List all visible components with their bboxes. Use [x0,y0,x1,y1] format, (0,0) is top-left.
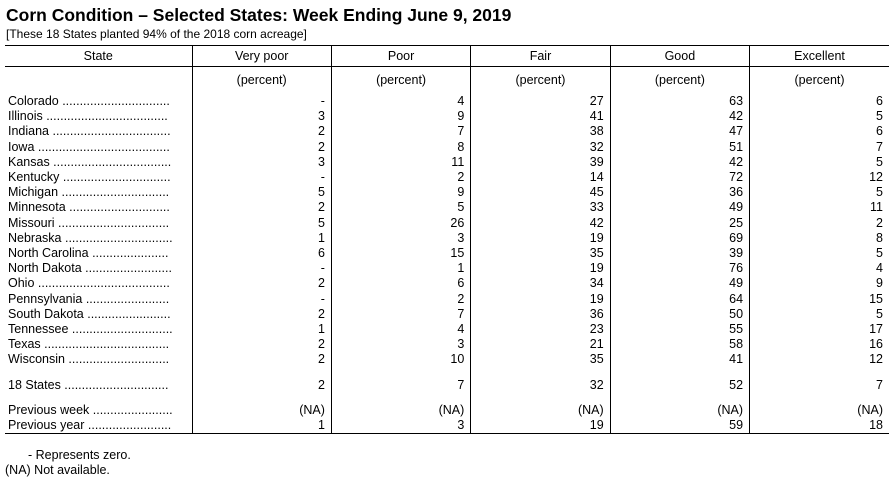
table-body [5,67,889,434]
spacer-cell [610,393,749,403]
value-cell: 2 [192,140,331,155]
value-cell: - [192,170,331,185]
state-row [5,124,889,139]
value-cell: 41 [471,109,610,124]
value-cell: 10 [331,352,470,367]
row-label: Colorado ............................... [8,94,170,108]
row-label: Kansas .................................. [8,154,172,169]
value-cell: 19 [471,261,610,276]
row-label: Missouri ................................ [8,215,170,230]
spacer-cell [5,393,192,403]
previous-year-row [5,418,889,434]
value-cell: 1 [192,418,331,434]
value-cell: 17 [750,322,889,337]
row-label: Iowa ...................................... [8,139,170,154]
spacer-cell [750,368,889,378]
previous-week-row [5,403,889,418]
state-row [5,155,889,170]
unit-cell: (percent) [471,67,610,95]
value-cell: 6 [750,94,889,109]
value-cell: 5 [331,200,470,215]
column-header-excellent: Excellent [750,46,889,67]
state-row [5,140,889,155]
unit-cell: (percent) [750,67,889,95]
corn-condition-table [5,45,889,434]
value-cell: (NA) [750,403,889,418]
value-cell: - [192,261,331,276]
state-row [5,261,889,276]
unit-cell-blank [5,67,192,95]
state-row [5,109,889,124]
value-cell: 69 [610,231,749,246]
value-cell: - [192,292,331,307]
value-cell: 4 [331,322,470,337]
value-cell: 58 [610,337,749,352]
state-row [5,185,889,200]
value-cell: 55 [610,322,749,337]
spacer-cell [192,368,331,378]
value-cell: 9 [331,109,470,124]
value-cell: 36 [471,307,610,322]
value-cell: 2 [192,307,331,322]
value-cell: 6 [331,276,470,291]
value-cell: 15 [750,292,889,307]
footnotes [5,448,131,478]
state-row [5,170,889,185]
row-label: North Carolina ...................... [8,246,169,261]
column-header-very-poor: Very poor [192,46,331,67]
unit-cell: (percent) [610,67,749,95]
value-cell: 7 [331,307,470,322]
spacer-row [5,368,889,378]
value-cell: 32 [471,378,610,393]
value-cell: 32 [471,140,610,155]
value-cell: 47 [610,124,749,139]
value-cell: (NA) [610,403,749,418]
row-label: Previous week ....................... [8,402,173,417]
value-cell: 19 [471,418,610,434]
value-cell: 23 [471,322,610,337]
value-cell: 4 [331,94,470,109]
value-cell: 63 [610,94,749,109]
row-label: North Dakota ......................... [8,261,172,276]
value-cell: 14 [471,170,610,185]
row-label: Pennsylvania ........................ [8,291,170,306]
spacer-cell [331,393,470,403]
row-label: Previous year ........................ [5,418,192,434]
row-label: Ohio ...................................... [8,276,170,291]
value-cell: 35 [471,352,610,367]
footnote-zero: - Represents zero. [28,448,131,462]
value-cell: 72 [610,170,749,185]
report-subtitle: [These 18 States planted 94% of the 2018 corn acreage] [6,27,307,41]
value-cell: 19 [471,231,610,246]
value-cell: 12 [750,352,889,367]
value-cell: 7 [331,378,470,393]
value-cell: 5 [750,185,889,200]
row-label: Nebraska ............................... [8,230,173,245]
state-row [5,337,889,352]
state-row [5,292,889,307]
row-label: Michigan ............................... [8,185,170,200]
value-cell: 41 [610,352,749,367]
row-label: South Dakota ........................ [8,306,171,321]
value-cell: 16 [750,337,889,352]
value-cell: 50 [610,307,749,322]
value-cell: 49 [610,200,749,215]
value-cell: (NA) [192,403,331,418]
value-cell: 76 [610,261,749,276]
row-label: Wisconsin ............................. [8,352,170,367]
state-row [5,231,889,246]
value-cell: 33 [471,200,610,215]
value-cell: 2 [331,292,470,307]
value-cell: 2 [192,352,331,367]
value-cell: 7 [750,140,889,155]
value-cell: 64 [610,292,749,307]
spacer-cell [5,368,192,378]
unit-cell: (percent) [331,67,470,95]
value-cell: 2 [750,216,889,231]
value-cell: 5 [750,246,889,261]
value-cell: 34 [471,276,610,291]
value-cell: 4 [750,261,889,276]
total-row [5,378,889,393]
value-cell: 3 [331,418,470,434]
value-cell: 51 [610,140,749,155]
spacer-cell [471,393,610,403]
value-cell: 59 [610,418,749,434]
value-cell: 39 [610,246,749,261]
row-label: 18 States .............................. [8,377,169,392]
unit-row [5,67,889,95]
state-row [5,307,889,322]
value-cell: 3 [331,231,470,246]
state-row [5,276,889,291]
value-cell: 26 [331,216,470,231]
state-row [5,352,889,367]
value-cell: 2 [192,378,331,393]
column-header-poor: Poor [331,46,470,67]
value-cell: 42 [610,155,749,170]
value-cell: 2 [192,124,331,139]
state-row [5,322,889,337]
report-title: Corn Condition – Selected States: Week Ending June 9, 2019 [6,5,512,25]
value-cell: 21 [471,337,610,352]
spacer-cell [192,393,331,403]
value-cell: 35 [471,246,610,261]
value-cell: 8 [331,140,470,155]
row-label: Minnesota ............................. [8,200,170,215]
value-cell: 25 [610,216,749,231]
spacer-cell [331,368,470,378]
state-row [5,94,889,109]
state-row [5,216,889,231]
value-cell: (NA) [471,403,610,418]
column-header-state: State [5,46,192,67]
column-header-good: Good [610,46,749,67]
spacer-row [5,393,889,403]
value-cell: 15 [331,246,470,261]
value-cell: 3 [331,337,470,352]
value-cell: 2 [192,276,331,291]
value-cell: 49 [610,276,749,291]
spacer-cell [750,393,889,403]
value-cell: 5 [192,185,331,200]
value-cell: - [192,94,331,109]
value-cell: 3 [192,155,331,170]
value-cell: 27 [471,94,610,109]
footnote-na: (NA) Not available. [5,463,110,477]
value-cell: 6 [750,124,889,139]
column-header-fair: Fair [471,46,610,67]
value-cell: 36 [610,185,749,200]
row-label: Texas .................................... [8,337,170,352]
value-cell: 19 [471,292,610,307]
value-cell: 9 [750,276,889,291]
value-cell: 9 [331,185,470,200]
value-cell: 52 [610,378,749,393]
value-cell: 1 [331,261,470,276]
value-cell: 2 [192,337,331,352]
row-label: Illinois ................................... [8,109,168,124]
header-row [5,46,889,67]
value-cell: 39 [471,155,610,170]
unit-cell: (percent) [192,67,331,95]
value-cell: 1 [192,322,331,337]
spacer-cell [610,368,749,378]
value-cell: 45 [471,185,610,200]
state-row [5,246,889,261]
value-cell: 38 [471,124,610,139]
value-cell: 11 [331,155,470,170]
value-cell: 5 [750,155,889,170]
row-label: Tennessee ............................. [8,322,173,337]
value-cell: 5 [750,109,889,124]
value-cell: 42 [610,109,749,124]
value-cell: 7 [750,378,889,393]
value-cell: (NA) [331,403,470,418]
value-cell: 18 [750,418,889,434]
value-cell: 5 [192,216,331,231]
value-cell: 3 [192,109,331,124]
spacer-cell [471,368,610,378]
value-cell: 6 [192,246,331,261]
value-cell: 1 [192,231,331,246]
value-cell: 8 [750,231,889,246]
value-cell: 2 [192,200,331,215]
row-label: Indiana .................................. [8,124,171,139]
value-cell: 11 [750,200,889,215]
value-cell: 42 [471,216,610,231]
state-row [5,200,889,215]
row-label: Kentucky ............................... [8,170,171,185]
value-cell: 2 [331,170,470,185]
value-cell: 5 [750,307,889,322]
value-cell: 12 [750,170,889,185]
value-cell: 7 [331,124,470,139]
